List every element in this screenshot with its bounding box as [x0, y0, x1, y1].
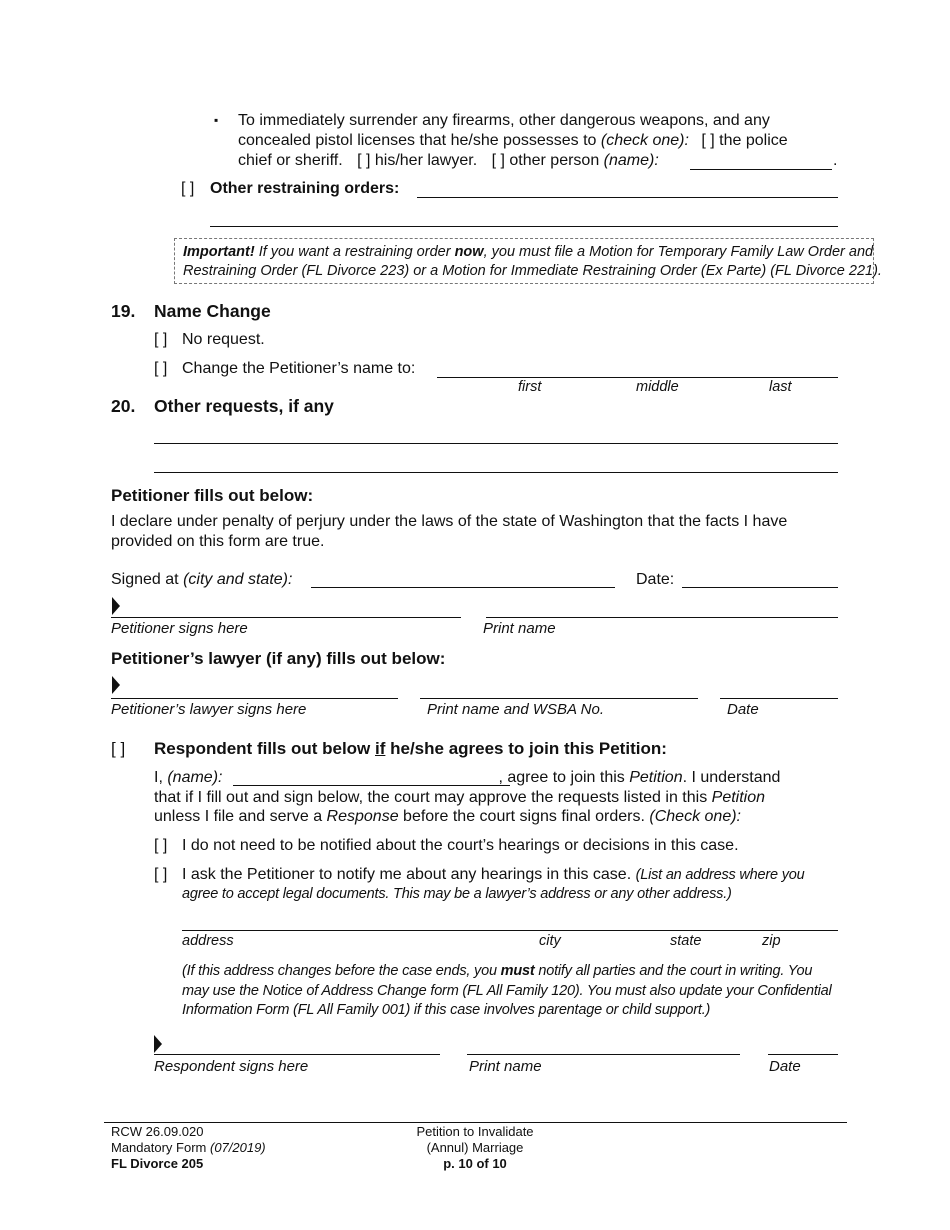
respondent-date-field[interactable]	[768, 1054, 838, 1055]
important-notice: Important! If you want a restraining order now, you must file a Motion for Temporary Family Law Order and Restraining Order (FL Divorce 223) or a Motion for Immediate Restraining Order (Ex Parte) (FL Divorce 221).	[174, 238, 874, 284]
no-notify-checkbox[interactable]: [ ]	[154, 837, 168, 854]
respondent-name-field[interactable]	[233, 785, 510, 786]
change-name-checkbox[interactable]: [ ]	[154, 360, 168, 377]
section-20-number: 20.	[111, 396, 136, 416]
bullet-icon: ▪	[214, 113, 219, 127]
address-change-notice: (If this address changes before the case ends, you must notify all parties and the court in writing. You may use the Notice of Address Change form (FL All Family 120). You must also update your Confidential Information Form (FL All Family 001) if this case involves parentage or child support.)	[182, 963, 832, 1018]
last-caption: last	[769, 379, 792, 395]
signed-at-label: Signed at (city and state):	[111, 571, 293, 588]
notify-label: I ask the Petitioner to notify me about any hearings in this case. (List an address where you	[182, 866, 805, 883]
change-name-label: Change the Petitioner’s name to:	[182, 360, 416, 377]
respondent-para-3: unless I file and serve a Response before the court signs final orders. (Check one):	[154, 808, 741, 825]
other-restraining-field-2[interactable]	[210, 226, 838, 227]
sign-arrow-icon	[112, 676, 120, 694]
zip-caption: zip	[762, 933, 781, 949]
respondent-signature-field[interactable]	[154, 1054, 440, 1055]
other-requests-field-1[interactable]	[154, 443, 838, 444]
state-caption: state	[670, 933, 702, 949]
notify-note: agree to accept legal documents. This may be a lawyer’s address or any other address.)	[182, 886, 732, 902]
sign-arrow-icon	[112, 597, 120, 615]
declaration-line-2: provided on this form are true.	[111, 533, 325, 550]
petitioner-signature-field[interactable]	[111, 617, 461, 618]
respondent-print-name-field[interactable]	[467, 1054, 740, 1055]
other-restraining-field[interactable]	[417, 197, 838, 198]
lawyer-signature-field[interactable]	[111, 698, 398, 699]
petitioner-print-caption: Print name	[483, 620, 556, 637]
respondent-date-caption: Date	[769, 1058, 801, 1075]
petitioner-heading: Petitioner fills out below:	[111, 486, 314, 505]
middle-caption: middle	[636, 379, 679, 395]
lawyer-print-caption: Print name and WSBA No.	[427, 701, 605, 718]
no-request-label: No request.	[182, 331, 265, 348]
firearms-line-2: concealed pistol licenses that he/she possesses to (check one): [ ] the police	[238, 132, 788, 149]
petitioner-date-field[interactable]	[682, 587, 838, 588]
sign-arrow-icon	[154, 1035, 162, 1053]
respondent-heading: Respondent fills out below if he/she agrees to join this Petition:	[154, 739, 667, 758]
first-caption: first	[518, 379, 542, 395]
footer-rule	[104, 1122, 847, 1123]
declaration-line-1: I declare under penalty of perjury under the laws of the state of Washington that the facts I have	[111, 513, 788, 530]
lawyer-print-name-field[interactable]	[420, 698, 698, 699]
no-notify-label: I do not need to be notified about the court’s hearings or decisions in this case.	[182, 837, 739, 854]
other-person-checkbox[interactable]: [ ] other person	[491, 152, 604, 169]
petitioner-signs-caption: Petitioner signs here	[111, 620, 248, 637]
lawyer-date-field[interactable]	[720, 698, 838, 699]
no-request-checkbox[interactable]: [ ]	[154, 331, 168, 348]
new-name-field[interactable]	[437, 377, 838, 378]
city-caption: city	[539, 933, 561, 949]
other-requests-field-2[interactable]	[154, 472, 838, 473]
address-field[interactable]	[182, 930, 838, 931]
petitioner-date-label: Date:	[636, 571, 675, 588]
other-person-name-field[interactable]	[690, 169, 832, 170]
section-19-title: Name Change	[154, 301, 271, 321]
address-caption: address	[182, 933, 234, 949]
firearms-line-1: To immediately surrender any firearms, other dangerous weapons, and any	[238, 112, 770, 129]
petitioner-print-name-field[interactable]	[486, 617, 838, 618]
firearms-line-3: chief or sheriff. [ ] his/her lawyer. [ ] other person (name):	[238, 152, 659, 169]
police-checkbox[interactable]: [ ] the police	[701, 132, 788, 149]
respondent-para-2: that if I fill out and sign below, the court may approve the requests listed in this Petition	[154, 789, 766, 806]
lawyer-checkbox[interactable]: [ ] his/her lawyer.	[357, 152, 478, 169]
respondent-para-1: I, (name): , agree to join this Petition. I understand	[154, 769, 781, 786]
period: .	[833, 152, 838, 169]
respondent-print-caption: Print name	[469, 1058, 542, 1075]
notify-checkbox[interactable]: [ ]	[154, 866, 168, 883]
lawyer-heading: Petitioner’s lawyer (if any) fills out below:	[111, 649, 446, 668]
other-restraining-checkbox[interactable]: [ ]	[181, 180, 195, 197]
footer-left: RCW 26.09.020 Mandatory Form (07/2019) FL Divorce 205	[111, 1124, 266, 1171]
respondent-checkbox[interactable]: [ ]	[111, 739, 126, 758]
footer-center: Petition to Invalidate (Annul) Marriage p. 10 of 10	[416, 1124, 534, 1171]
city-state-field[interactable]	[311, 587, 615, 588]
section-20-title: Other requests, if any	[154, 396, 334, 416]
lawyer-date-caption: Date	[727, 701, 759, 718]
lawyer-signs-caption: Petitioner’s lawyer signs here	[111, 701, 307, 718]
respondent-signs-caption: Respondent signs here	[154, 1058, 309, 1075]
section-19-number: 19.	[111, 301, 136, 321]
other-restraining-label: Other restraining orders:	[210, 180, 400, 197]
